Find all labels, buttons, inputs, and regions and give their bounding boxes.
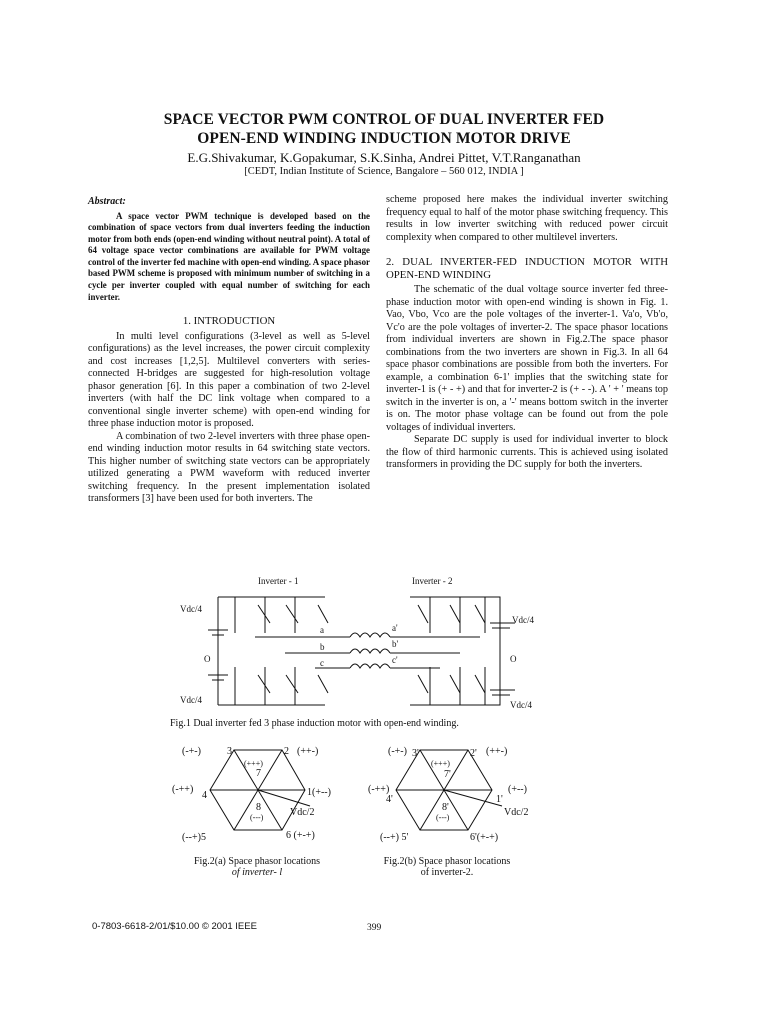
fig1-left-dc-bus <box>218 597 325 705</box>
abstract-label: Abstract: <box>88 196 126 207</box>
fig1-left-switch-legs <box>235 597 295 705</box>
fig1-label-inverter1: Inverter - 1 <box>258 576 299 586</box>
fig1-vdc-bottom-left: Vdc/4 <box>180 695 202 705</box>
footer-copyright: 0-7803-6618-2/01/$10.00 © 2001 IEEE <box>92 921 257 932</box>
section2-paragraph-1: The schematic of the dual voltage source inverter fed three-phase induction motor with open-end winding is shown in Fig. 1. Vao, Vbo, Vco are the pole voltages of the inverter-1. Va'o, Vb'o, Vc'o are the pole voltages of inverter-2. The space phasor locations from individual inverters are shown in Fig.2.The space phasor combinations from the two inverters are shown in Fig.3. In all 64 space phasor combinations are possible from both the inverters. For example, a combination 6-1' implies that the switching state for inverter-1 is (+ - +) and that for inverter-2 is (+ - -). A ' + ' means top switch in the inverter is on, a '-' means bottom switch in the inverter is on. The motor phase voltage can be found out from the pole voltages of individual inverters. <box>386 284 668 433</box>
fig2a-v2: 2 <box>284 746 289 757</box>
fig2a-v1: 1(+--) <box>307 787 331 798</box>
fig2a-caption <box>172 856 342 878</box>
fig2a-caption-line2: of inverter- l <box>231 867 283 878</box>
section-heading-introduction: 1. INTRODUCTION <box>182 315 276 328</box>
page-number: 399 <box>367 923 382 933</box>
fig2a-v2-state: (++-) <box>297 746 319 757</box>
fig1-phase-b: b <box>320 642 325 652</box>
fig2a-space-phasor-hexagon <box>170 740 340 845</box>
fig2b-v8-state: (---) <box>436 813 450 822</box>
abstract-text: A space vector PWM technique is developed based on the combination of space vectors from dual inverters feeding the induction motor from both ends (open-end winding without neutral point). A total of 64 voltage space vector combinations are available for PWM voltage control of the inverter fed machine with open-end winding. A space phasor based PWM scheme is proposed with minimum number of switching in a cycle per inverter coupled with equal number of switching for each inverter. <box>88 210 370 302</box>
fig2a-v4-state: (-++) <box>172 784 194 795</box>
fig2b-v4-state: (-++) <box>368 784 390 795</box>
fig1-phase-b-prime: b' <box>392 639 399 649</box>
fig1-phase-c: c <box>320 658 324 668</box>
fig2b-caption-line2: of inverter-2. <box>420 867 474 878</box>
fig1-phase-lines <box>255 637 480 668</box>
left-column <box>88 196 370 506</box>
fig1-caption: Fig.1 Dual inverter fed 3 phase induction motor with open-end winding. <box>170 718 459 729</box>
fig2b-v8: 8' <box>442 802 449 813</box>
right-column <box>386 194 668 472</box>
fig2a-v3-state: (-+-) <box>182 746 201 757</box>
fig2a-v7-state: (+++) <box>244 759 263 768</box>
fig1-phase-a-prime: a' <box>392 623 398 633</box>
fig2a-caption-line1: Fig.2(a) Space phasor locations <box>193 856 321 867</box>
affiliation: [CEDT, Indian Institute of Science, Bangalore – 560 012, INDIA ] <box>244 166 524 177</box>
fig2b-v4: 4' <box>386 794 393 805</box>
fig2a-v3: 3 <box>227 746 232 757</box>
fig2a-v8-state: (---) <box>250 813 264 822</box>
fig2a-v6: 6 (+-+) <box>286 830 315 841</box>
authors: E.G.Shivakumar, K.Gopakumar, S.K.Sinha, Andrei Pittet, V.T.Ranganathan <box>187 150 581 165</box>
fig1-phase-a: a <box>320 625 324 635</box>
fig1-o-right: O <box>510 654 517 664</box>
fig1-vdc-bottom-right: Vdc/4 <box>510 700 532 710</box>
fig1-vdc-top-left: Vdc/4 <box>180 604 202 614</box>
fig1-o-left: O <box>204 654 211 664</box>
fig2b-v5: (--+) 5' <box>380 832 409 843</box>
fig1-vdc-top-right: Vdc/4 <box>512 615 534 625</box>
section-heading-dual-inverter: 2. DUAL INVERTER-FED INDUCTION MOTOR WITH OPEN-END WINDING <box>386 256 668 281</box>
fig2b-v7-state: (+++) <box>431 759 450 768</box>
fig1-left-switches <box>258 605 328 693</box>
fig2b-v1: 1' <box>496 794 503 805</box>
fig2b-space-phasor-hexagon <box>368 740 538 845</box>
fig2b-v2-state: (++-) <box>486 746 508 757</box>
fig2b-caption-line1: Fig.2(b) Space phasor locations <box>383 856 511 867</box>
fig1-right-switches <box>418 605 485 693</box>
intro-paragraph-1: In multi level configurations (3-level as well as 5-level configurations) as the level increases, the power circuit complexity and cost increases [1,2,5]. Multilevel converters with series-connected H-bridges are suggested for high-resolution voltage phasor generation [6]. In this paper a combination of two 2-level inverters (with half the DC link voltage when compared to a conventional single inverter scheme) with open-end winding for three phase induction motor is proposed. <box>88 330 370 430</box>
fig2a-v7: 7 <box>256 768 261 779</box>
fig2b-v7: 7' <box>444 769 451 780</box>
fig1-phase-c-prime: c' <box>392 655 398 665</box>
fig1-label-inverter2: Inverter - 2 <box>412 576 453 586</box>
paper-title-line2: OPEN-END WINDING INDUCTION MOTOR DRIVE <box>197 130 571 147</box>
fig2b-caption <box>362 856 532 878</box>
fig2b-v2: 2' <box>470 748 477 759</box>
fig2a-v8: 8 <box>256 802 261 813</box>
right-paragraph-0: scheme proposed here makes the individual inverter switching frequency equal to half of the motor phase switching frequency. This results in low inverter switching with reduced power circuit complexity when compared to other multilevel inverters. <box>386 194 668 243</box>
fig2b-v3: 3' <box>412 748 419 759</box>
fig1-schematic <box>170 575 570 715</box>
paper-title-line1: SPACE VECTOR PWM CONTROL OF DUAL INVERTER FED <box>163 111 605 128</box>
fig2b-v1-state: (+--) <box>508 784 527 795</box>
fig2a-v4: 4 <box>202 790 207 801</box>
intro-paragraph-2: A combination of two 2-level inverters with three phase open-end winding induction motor results in 64 switching state vectors. This higher number of switching state vectors can be appropriately utilized generating a PWM waveform with reduced inverter switching frequency. In the present implementation isolated transformers [3] have been used for both inverters. The <box>88 430 370 505</box>
fig2a-vdc: Vdc/2 <box>290 807 315 818</box>
fig2b-v6: 6'(+-+) <box>470 832 499 843</box>
fig1-motor-windings <box>350 633 390 668</box>
fig2b-vdc: Vdc/2 <box>504 807 529 818</box>
section2-paragraph-2: Separate DC supply is used for individual inverter to block the flow of third harmonic currents. This is achieved using isolated transformers in providing the DC supply for both the inverters. <box>386 434 668 470</box>
fig2b-v3-state: (-+-) <box>388 746 407 757</box>
fig2a-v5: (--+)5 <box>182 832 206 843</box>
